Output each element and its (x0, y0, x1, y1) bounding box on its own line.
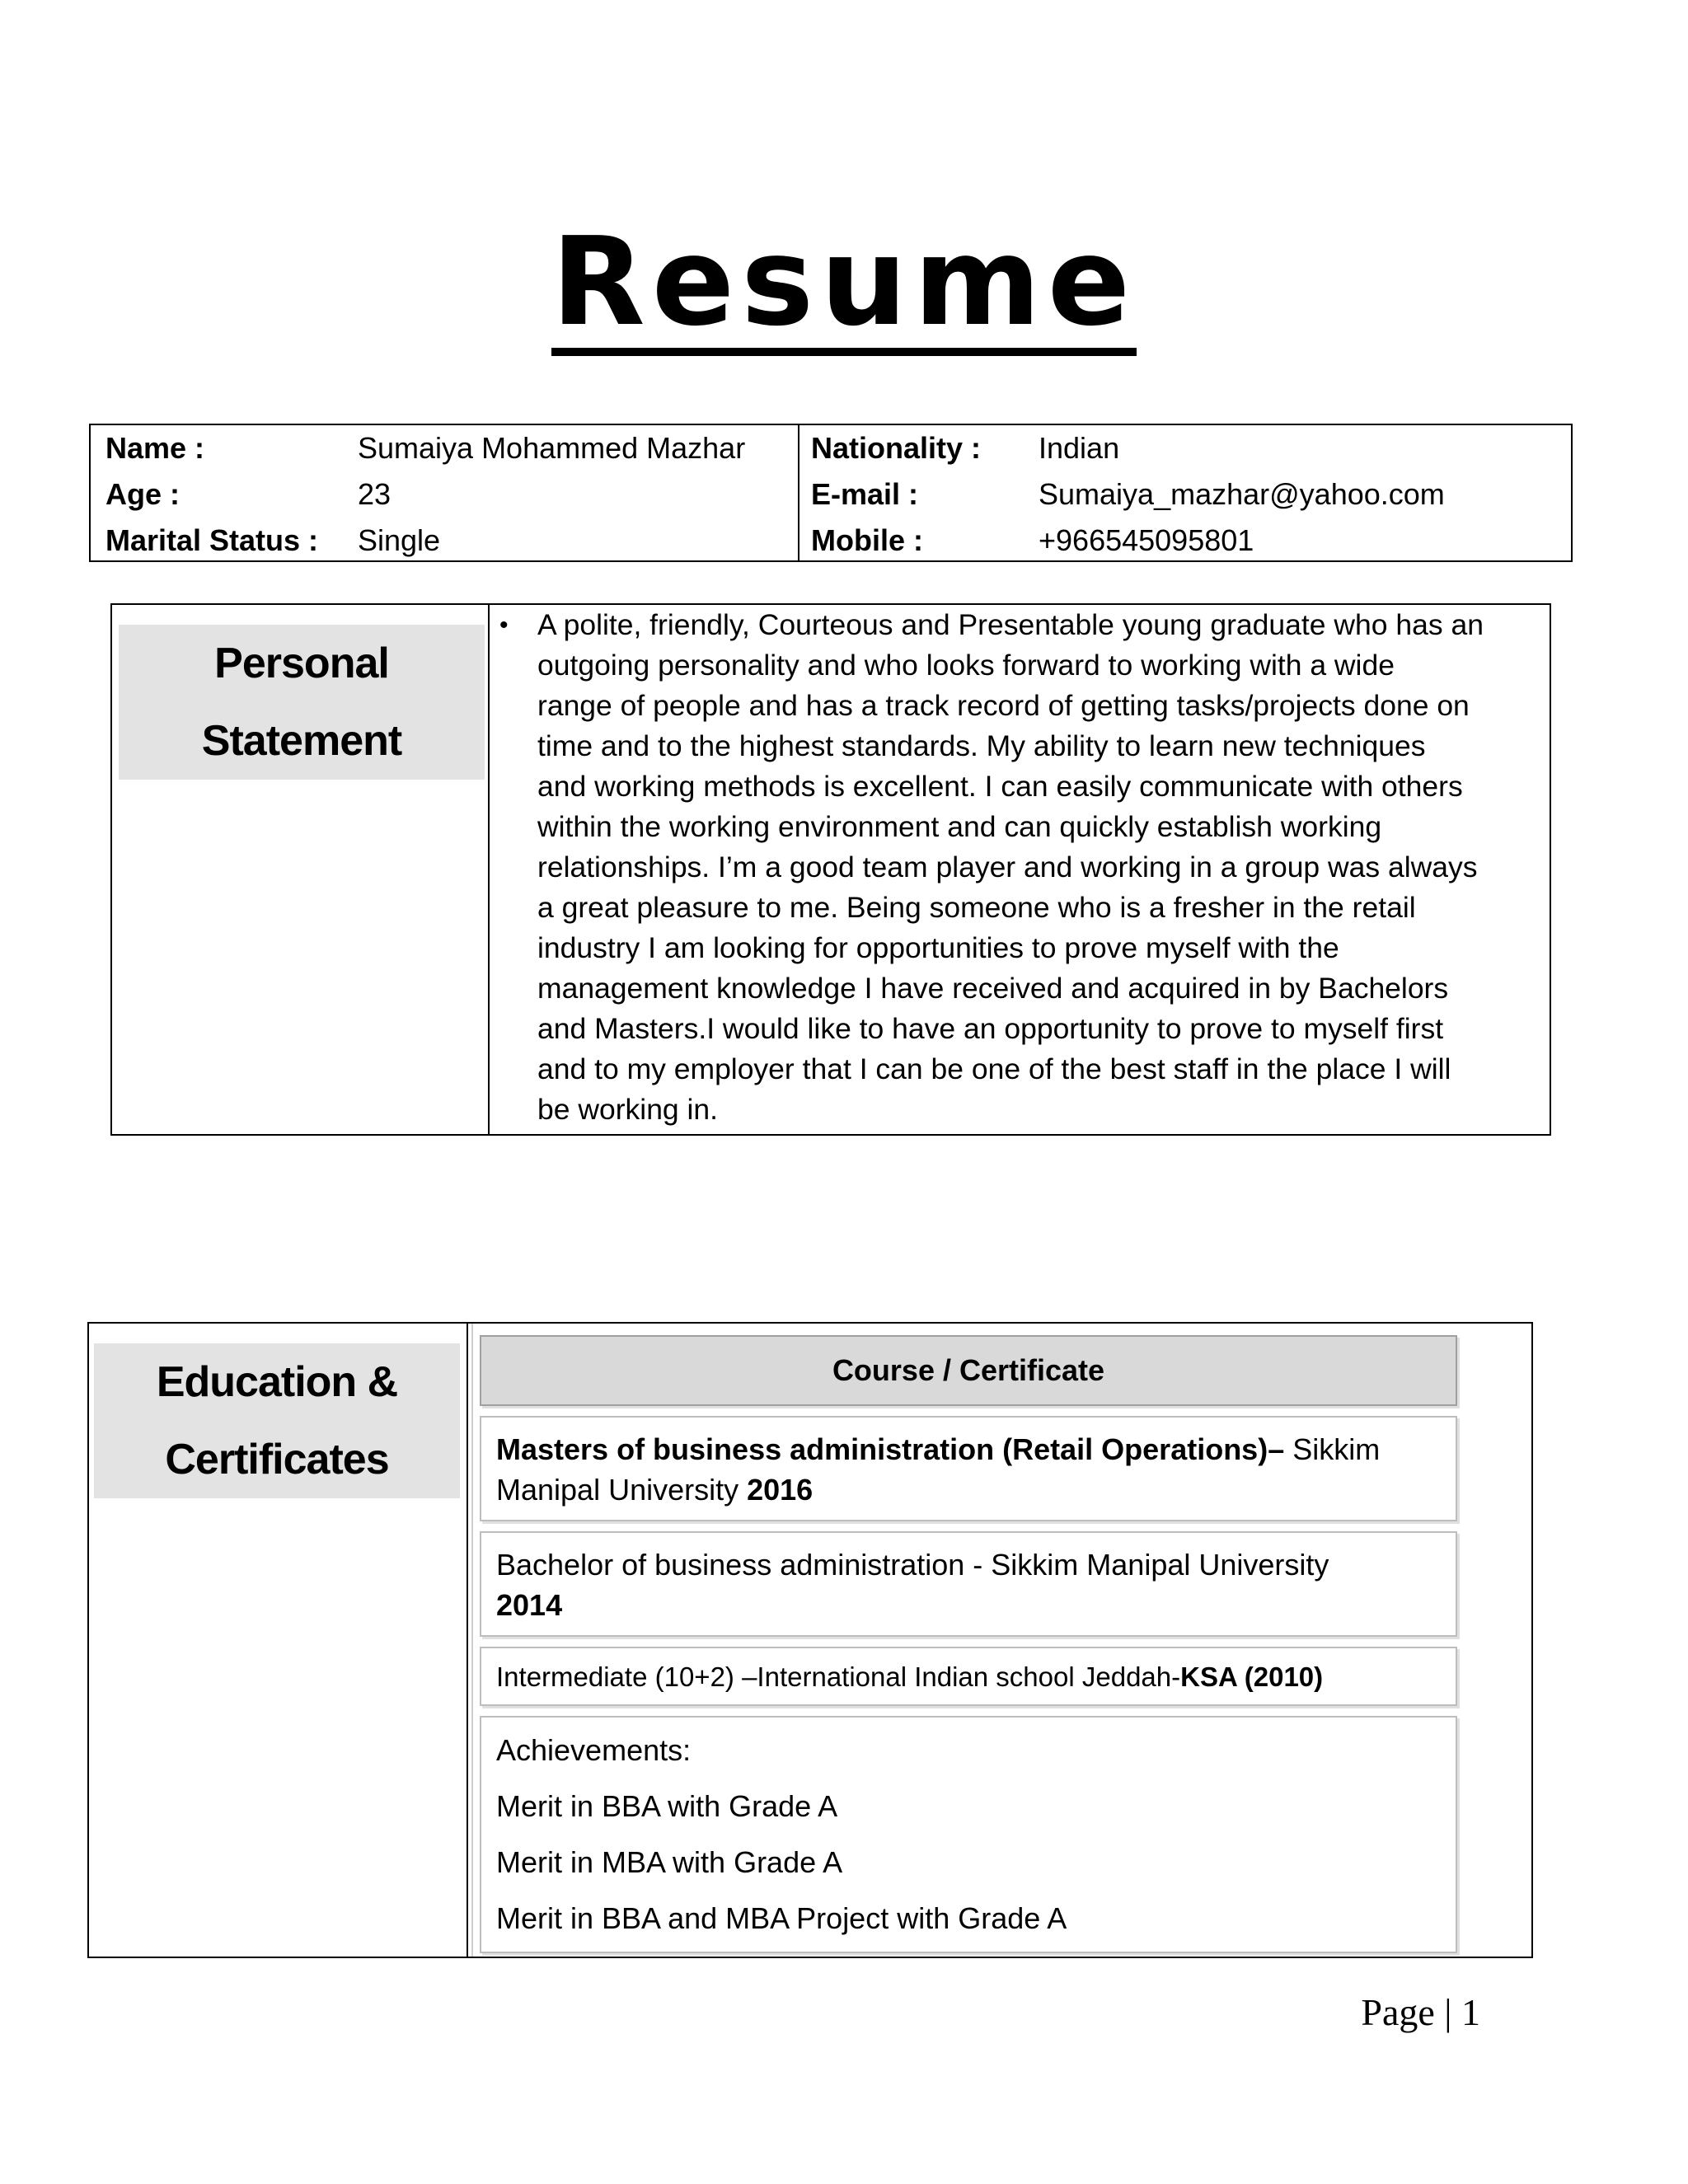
statement-line: a great pleasure to me. Being someone who is a fresher in the retail (537, 891, 1416, 924)
statement-line: outgoing personality and who looks forward to working with a wide (537, 649, 1395, 682)
masters-degree: Masters of business administration (Retail Operations)– (496, 1432, 1285, 1466)
resume-title-text: Resume (551, 221, 1137, 356)
achievements-title: Achievements: (496, 1733, 692, 1767)
resume-title (0, 211, 1688, 356)
name-label: Name : (106, 431, 205, 465)
personal-heading-line1: Personal (214, 640, 389, 687)
mobile-value: +966545095801 (1039, 523, 1254, 557)
bachelor-year: 2014 (496, 1588, 563, 1622)
statement-line: and working methods is excellent. I can easily communicate with others (537, 770, 1463, 803)
education-heading-line1: Education & (156, 1358, 398, 1406)
masters-university: Manipal University (496, 1473, 748, 1507)
personal-statement-section (110, 603, 1551, 1136)
masters-year: 2016 (747, 1473, 814, 1507)
personal-heading-line2: Statement (201, 717, 402, 765)
statement-line: relationships. I’m a good team player and working in a group was always (537, 851, 1478, 883)
personal-statement-heading (119, 625, 485, 780)
statement-line: industry I am looking for opportunities to prove myself with the (537, 931, 1339, 964)
statement-line: be working in. (537, 1093, 719, 1126)
course-certificate-header: Course / Certificate (480, 1335, 1457, 1406)
info-divider (798, 425, 799, 560)
page-number: Page | 1 (1361, 1991, 1480, 2033)
nationality-value: Indian (1039, 431, 1120, 465)
personal-statement-text (499, 605, 1551, 1130)
achievements-row (480, 1716, 1457, 1953)
statement-line: management knowledge I have received and acquired in by Bachelors (537, 972, 1449, 1005)
bachelor-row (480, 1531, 1457, 1637)
intermediate-year: KSA (2010) (1180, 1661, 1324, 1692)
bullet-icon: • (499, 612, 509, 639)
masters-institution-part: Sikkim (1284, 1432, 1381, 1466)
education-divider (467, 1324, 468, 1957)
statement-line: within the working environment and can quickly establish working (537, 810, 1382, 843)
achievement-item: Merit in BBA with Grade A (496, 1789, 838, 1823)
mobile-label: Mobile : (811, 523, 923, 557)
education-divider-shadow (471, 1324, 473, 1957)
achievement-item: Merit in MBA with Grade A (496, 1845, 843, 1879)
masters-row (480, 1416, 1457, 1521)
statement-line: A polite, friendly, Courteous and Presentable young graduate who has an (537, 608, 1484, 641)
email-label: E-mail : (811, 477, 919, 511)
personal-statement-divider (488, 605, 490, 1134)
achievement-item: Merit in BBA and MBA Project with Grade A (496, 1901, 1067, 1935)
education-heading (94, 1343, 460, 1498)
intermediate-row (480, 1647, 1457, 1706)
nationality-label: Nationality : (811, 431, 982, 465)
age-value: 23 (358, 477, 392, 511)
intermediate-text: Intermediate (10+2) –International Indian school Jeddah- (496, 1661, 1181, 1692)
statement-line: and Masters.I would like to have an opportunity to prove to myself first (537, 1012, 1444, 1045)
education-section (87, 1322, 1533, 1958)
statement-line: and to my employer that I can be one of the best staff in the place I will (537, 1052, 1451, 1085)
age-label: Age : (106, 477, 180, 511)
statement-line: time and to the highest standards. My ability to learn new techniques (537, 729, 1426, 762)
statement-line: range of people and has a track record of getting tasks/projects done on (537, 689, 1470, 722)
bachelor-degree: Bachelor of business administration - Sikkim Manipal University (496, 1548, 1329, 1582)
marital-status-label: Marital Status : (106, 523, 319, 557)
personal-info-table (89, 424, 1573, 562)
education-heading-line2: Certificates (165, 1436, 389, 1483)
name-value: Sumaiya Mohammed Mazhar (358, 431, 746, 465)
email-value: Sumaiya_mazhar@yahoo.com (1039, 477, 1445, 511)
marital-status-value: Single (358, 523, 441, 557)
